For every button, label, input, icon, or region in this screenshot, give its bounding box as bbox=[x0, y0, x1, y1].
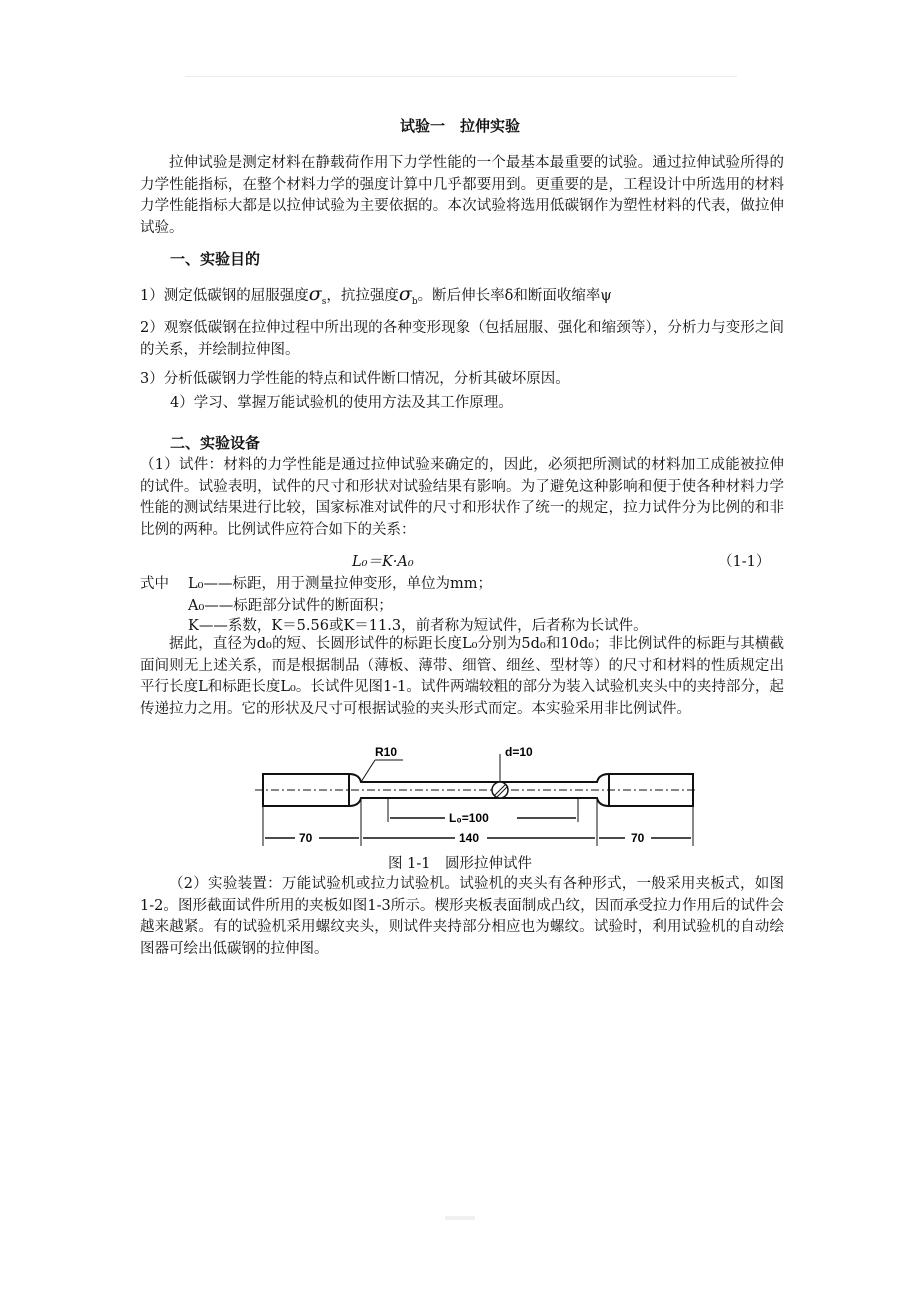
specimen-drawing bbox=[255, 742, 695, 852]
label-d: d=10 bbox=[505, 745, 533, 759]
figure-caption: 图 1-1 圆形拉伸试件 bbox=[388, 856, 532, 872]
label-right-70: 70 bbox=[631, 831, 645, 845]
definition-l0: L₀——标距，用于测量拉伸变形，单位为mm； bbox=[188, 576, 492, 592]
section2-heading: 二、实验设备 bbox=[170, 434, 261, 452]
objective-1-mid: ，抗拉强度 bbox=[326, 288, 399, 304]
sigma-b-symbol: σ bbox=[398, 283, 412, 305]
specimen-figure bbox=[255, 742, 695, 856]
sigma-s-subscript: s bbox=[321, 296, 327, 307]
specimen-paragraph: （1）试件：材料的力学性能是通过拉伸试验来确定的，因此，必须把所测试的材料加工成能被拉伸的试件。试验表明，试件的尺寸和形状对试验结果有影响。为了避免这种影响和便于使各种材料力学性能的测试结果进行比较，国家标准对试件的尺寸和形状作了统一的规定，拉力试件分为比例的和非比例的两种。比例试件应符合如下的关系： bbox=[140, 457, 784, 538]
definition-a0: A₀——标距部分试件的断面积； bbox=[188, 598, 393, 614]
label-l0: L₀=100 bbox=[449, 811, 489, 825]
objective-item-1 bbox=[140, 283, 612, 307]
page-footer-mark bbox=[445, 1216, 475, 1220]
objective-item-4: 4）学习、掌握万能试验机的使用方法及其工作原理。 bbox=[170, 395, 513, 411]
objective-1-post: 。断后伸长率δ和断面收缩率ψ bbox=[417, 288, 612, 304]
specimen-top-edge bbox=[349, 774, 609, 782]
gauge-length-paragraph: 据此，直径为d₀的短、长圆形试件的标距长度L₀分别为5d₀和10d₀；非比例试件的标距与其横截面间则无上述关系，而是根据制品（薄板、薄带、细管、细丝、型材等）的尺寸和材料的性质规定出平行长度L和标距长度L₀。长试件见图1-1。试件两端较粗的部分为装入试验机夹头中的夹持部分，起传递拉力之用。它的形状及尺寸可根据试验的夹头形式而定。本实验采用非比例试件。 bbox=[140, 636, 784, 717]
section1-heading: 一、实验目的 bbox=[170, 250, 261, 268]
intro-paragraph: 拉伸试验是测定材料在静载荷作用下力学性能的一个最基本最重要的试验。通过拉伸试验所得的力学性能指标，在整个材料力学的强度计算中几乎都要用到。更重要的是，工程设计中所选用的材料力学性能指标大都是以拉伸试验为主要依据的。本次试验将选用低碳钢作为塑性材料的代表，做拉伸试验。 bbox=[140, 155, 784, 236]
page-title: 试验一 拉伸实验 bbox=[399, 117, 520, 135]
objective-1-pre: 1）测定低碳钢的屈服强度 bbox=[140, 288, 309, 304]
sigma-b-subscript: b bbox=[411, 296, 418, 307]
objective-item-2: 2）观察低碳钢在拉伸过程中所出现的各种变形现象（包括屈服、强化和缩颈等），分析力与变形之间的关系，并绘制拉伸图。 bbox=[140, 320, 784, 358]
label-140: 140 bbox=[459, 831, 480, 845]
sigma-s-symbol: σ bbox=[308, 283, 322, 305]
header-rule bbox=[185, 76, 737, 77]
formula: L₀＝K·A₀ bbox=[352, 554, 414, 570]
label-r10: R10 bbox=[375, 745, 398, 759]
label-left-70: 70 bbox=[299, 831, 313, 845]
formula-number: （1-1） bbox=[718, 554, 771, 570]
r10-leader bbox=[361, 760, 375, 782]
objective-item-3: 3）分析低碳钢力学性能的特点和试件断口情况，分析其破坏原因。 bbox=[140, 371, 570, 387]
definition-k: K——系数，K＝5.56或K＝11.3，前者称为短试件，后者称为长试件。 bbox=[188, 618, 648, 634]
apparatus-paragraph: （2）实验装置：万能试验机或拉力试验机。试验机的夹头有各种形式，一般采用夹板式，如图1-2。图形截面试件所用的夹板如图1-3所示。楔形夹板表面制成凸纹，因而承受拉力作用后的试件会越来越紧。有的试验机采用螺纹夹头，则试件夹持部分相应也为螺纹。试验时，利用试验机的自动绘图器可绘出低碳钢的拉伸图。 bbox=[140, 876, 784, 957]
where-label: 式中 bbox=[140, 576, 169, 592]
